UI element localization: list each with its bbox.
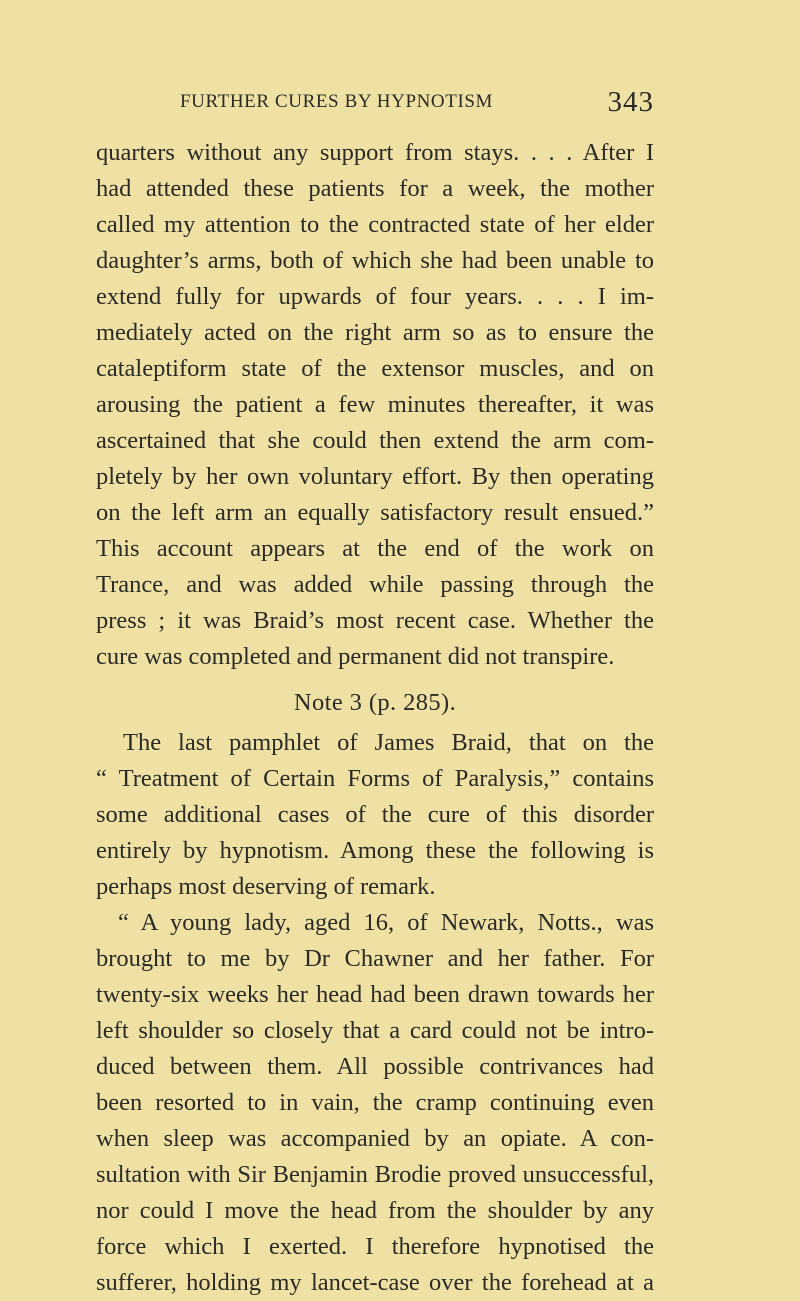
text-line: extend fully for upwards of four years. . . . I im- <box>96 283 654 310</box>
text-line: some additional cases of the cure of this disorder <box>96 801 654 828</box>
note-heading: Note 3 (p. 285). <box>293 689 457 716</box>
text-line: “ Treatment of Certain Forms of Paralysis,” contains <box>96 765 654 792</box>
text-line: This account appears at the end of the work on <box>96 535 654 562</box>
text-line: pletely by her own voluntary effort. By then operating <box>96 463 654 490</box>
text-line: The last pamphlet of James Braid, that on the <box>123 729 654 756</box>
text-line: sultation with Sir Benjamin Brodie proved unsuccessful, <box>96 1161 654 1188</box>
running-head <box>180 84 654 120</box>
text-line: twenty-six weeks her head had been drawn towards her <box>96 981 654 1008</box>
running-title: FURTHER CURES BY HYPNOTISM <box>180 91 494 112</box>
text-line: entirely by hypnotism. Among these the following is <box>96 837 654 864</box>
text-line: brought to me by Dr Chawner and her father. For <box>96 945 654 972</box>
text-line: arousing the patient a few minutes thereafter, it was <box>96 391 654 418</box>
text-line: when sleep was accompanied by an opiate. A con- <box>96 1125 654 1152</box>
page-number: 343 <box>607 85 654 118</box>
text-line: left shoulder so closely that a card could not be intro- <box>96 1017 654 1044</box>
text-line: on the left arm an equally satisfactory result ensued.” <box>96 499 654 526</box>
text-line: been resorted to in vain, the cramp continuing even <box>96 1089 654 1116</box>
text-line: cataleptiform state of the extensor muscles, and on <box>96 355 654 382</box>
text-line: had attended these patients for a week, the mother <box>96 175 654 202</box>
text-line: “ A young lady, aged 16, of Newark, Notts., was <box>118 909 654 936</box>
text-line: duced between them. All possible contrivances had <box>96 1053 654 1080</box>
text-line: sufferer, holding my lancet-case over the forehead at a <box>96 1269 654 1296</box>
text-line: ascertained that she could then extend the arm com- <box>96 427 654 454</box>
text-line: mediately acted on the right arm so as to ensure the <box>96 319 654 346</box>
text-line: called my attention to the contracted state of her elder <box>96 211 654 238</box>
text-line: cure was completed and permanent did not transpire. <box>96 643 615 670</box>
text-line: daughter’s arms, both of which she had been unable to <box>96 247 654 274</box>
text-line: Trance, and was added while passing through the <box>96 571 654 598</box>
text-line: nor could I move the head from the shoulder by any <box>96 1197 654 1224</box>
text-line: press ; it was Braid’s most recent case. Whether the <box>96 607 654 634</box>
text-line: perhaps most deserving of remark. <box>96 873 436 900</box>
text-line: quarters without any support from stays. . . . After I <box>96 139 654 166</box>
text-line: force which I exerted. I therefore hypnotised the <box>96 1233 654 1260</box>
